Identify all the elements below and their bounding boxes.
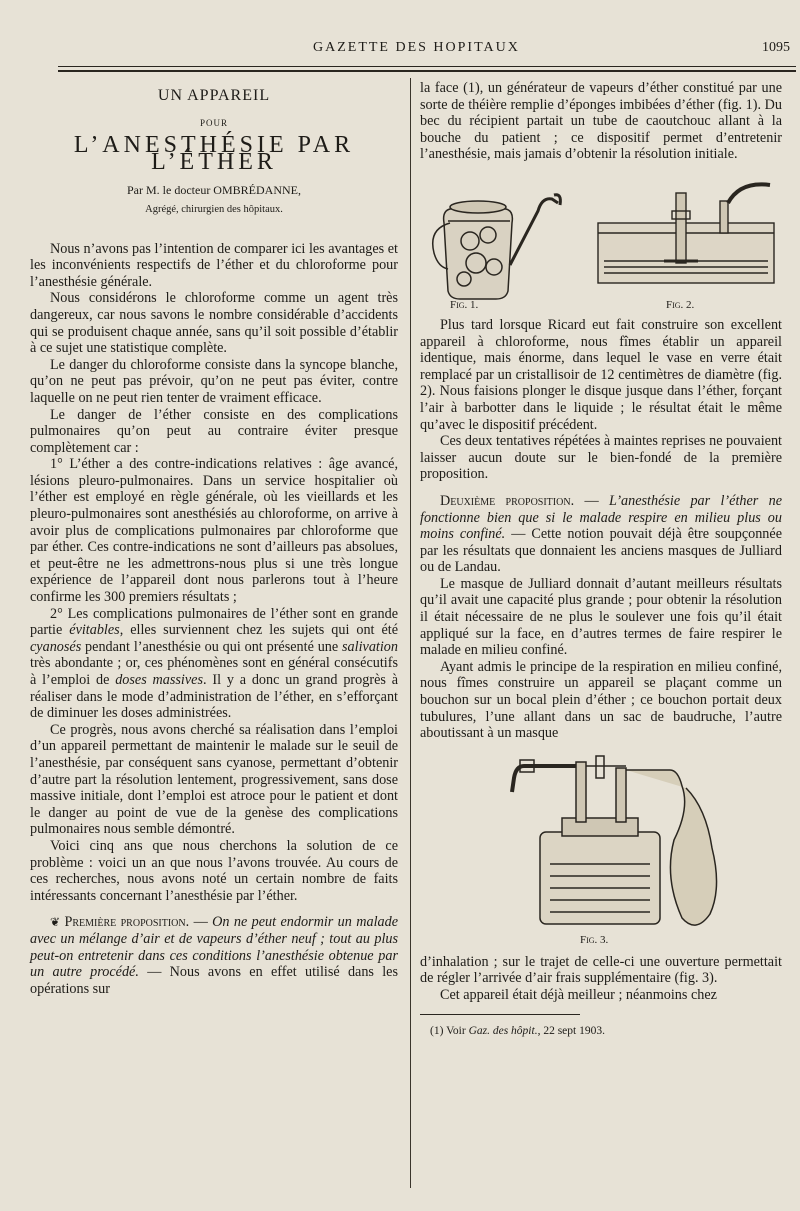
paragraph: Le danger de l’éther consiste en des complications pulmonaires qu’on peut au contraire éviter presque complètement car : [30, 406, 398, 456]
left-column [30, 80, 398, 997]
paragraph: Voici cinq ans que nous cherchons la solution de ce problème : voici un an que nous l’avons trouvée. Au cours de ces recherches, nous avons noté un certain nombre de faits intéressants concernant l’anesthésie par l’éther. [30, 837, 398, 904]
article-title-main: L’ANESTHÉSIE PAR L’ÉTHER [73, 132, 355, 175]
column-divider [410, 78, 411, 1188]
paragraph: Ce progrès, nous avons cherché sa réalisation dans l’emploi d’un appareil permettant de maintenir le malade sur le seuil de l’anesthésie, par conséquent sans cyanose, permettant d’obtenir d’autre part la résolution lentement, progressivement, sans dose massive initiale, dont l’emploi est atroce pour le patient et dont le danger au point de vue de la genèse des complications pulmonaires nous semble démontré. [30, 721, 398, 838]
article-title-line1: UN APPAREIL [157, 87, 271, 104]
fig2-crystallizer-drawing [598, 184, 774, 283]
paragraph: la face (1), un générateur de vapeurs d’éther constitué par une sorte de théière remplie d’éponges imbibées d’éther (fig. 1). Du bec du récipient partait un tube de caoutchouc allant à la bouche du patient ; ce dispositif permet d’entretenir l’anesthésie, mais jamais d’obtenir la résolution initiale. [420, 80, 782, 163]
paragraph [30, 606, 398, 722]
text-run: , elles surviennent chez les sujets qui ont été [119, 622, 398, 639]
paragraph: Nous n’avons pas l’intention de comparer ici les avantages et les inconvénients respectifs de l’éther et du chloroforme pour l’anesthésie générale. [30, 240, 398, 290]
footnote [420, 1023, 782, 1040]
figure-3 [420, 748, 782, 948]
paragraph: Ces deux tentatives répétées à maintes reprises ne pouvaient laisser aucun doute sur le bien-fondé de la première proposition. [420, 433, 782, 483]
proposition-label: Deuxième proposition. [440, 492, 575, 509]
journal-title: GAZETTE DES HOPITAUX [313, 40, 520, 55]
text-run: , 22 sept 1903. [537, 1024, 605, 1037]
header-rule [58, 66, 796, 67]
article-heading [30, 88, 398, 219]
emphasis: évitables [69, 622, 120, 639]
text-run: très abondante ; or, ces phénomènes sont en général consécutifs à l’emploi de [30, 655, 398, 688]
right-column [420, 80, 782, 1039]
text-run: 2° Les complications pulmonaires de l’éther sont en grande partie [30, 605, 398, 639]
proposition-statement: L’anesthésie par l’éther ne fonctionne bien que si le malade respire en milieu plus ou moins confiné. [420, 492, 783, 543]
emphasis: Gaz. des hôpit. [468, 1024, 538, 1037]
footnote-rule [420, 1014, 580, 1015]
text-run: (1) Voir [430, 1024, 469, 1037]
affiliation: Agrégé, chirurgien des hôpitaux. [145, 203, 283, 215]
paragraph: Nous considérons le chloroforme comme un agent très dangereux, car nous savons le nombre considérable d’accidents qui se produisent chaque année, sans qu’il soit possible d’établir à ce sujet une statistique complète. [30, 290, 398, 357]
paragraph: Cet appareil était déjà meilleur ; néanmoins chez [440, 987, 717, 1003]
running-header [58, 40, 796, 62]
figures-1-2 [420, 171, 782, 313]
figure-caption: Fig. 3. [580, 933, 609, 946]
text-run: — [574, 492, 609, 509]
paragraph: Le danger du chloroforme consiste dans la syncope blanche, qu’on ne peut pas prévoir, qu’on ne peut pas éviter, contre laquelle on ne peut rien tenter de vraiment efficace. [30, 356, 398, 406]
paragraph: Le masque de Julliard donnait d’autant meilleurs résultats qu’il avait une capacité plus grande ; pour obtenir la résolution il était nécessaire de ne plus le soulever une fois qu’il était appliqué sur la face, en d’autres termes de faire respirer le malade en milieu confiné. [420, 575, 782, 659]
header-rule-thick [58, 70, 796, 72]
page-number: 1095 [762, 40, 790, 55]
paragraph: d’inhalation ; sur le trajet de celle-ci une ouverture permettait de régler l’arrivée d’air frais supplémentaire (fig. 3). [420, 953, 782, 987]
text-run: . Il y a donc un grand progrès à réaliser dans le mode d’administration de l’éther, en s’efforçant de diminuer les doses administrées. [30, 672, 398, 722]
emphasis: doses massives [115, 672, 203, 688]
paragraph: Plus tard lorsque Ricard eut fait construire son excellent appareil à chloroforme, nous fîmes établir un appareil identique, mais énorme, dans lequel le vase en verre était remplacé par un cristallisoir de 12 centimètres de diamètre (fig. 2). Nous faisions plonger le disque jusque dans l’éther, forçant l’air à barbotter dans le liquide ; le résultat était le même qu’avec le dispositif précédent. [420, 316, 782, 433]
figure-caption: Fig. 2. [666, 298, 695, 311]
proposition-statement: On ne peut endormir un malade avec un mélange d’air et de vapeurs d’éther neuf ; tout au plus peut-on entretenir dans ces conditions l’anesthésie obtenue par un autre procédé. [30, 914, 399, 981]
text-run: pendant l’anesthésie ou qui ont présenté une [81, 638, 343, 655]
emphasis: salivation [342, 638, 398, 655]
jar-apparatus-illustration [420, 748, 782, 928]
emphasis: cyanosés [30, 638, 82, 655]
paragraph [30, 914, 398, 997]
text-run: — Cette notion pouvait déjà être soupçonnée par les résultats que donnaient les anciens masques de Julliard ou de Landau. [420, 526, 782, 576]
text-run: — Nous avons en effet utilisé dans les opérations sur [30, 964, 398, 997]
paragraph: Ayant admis le principe de la respiration en milieu confiné, nous fîmes construire un appareil se plaçant comme un bouchon sur un bocal plein d’éther ; ce bouchon portait deux tubulures, l’une allant dans un sac de baudruche, l’autre aboutissant à un masque [420, 658, 782, 742]
figure-caption: Fig. 1. [450, 298, 479, 311]
article-title-line2: POUR [199, 117, 228, 128]
fleuron-ornament: ❦ [50, 915, 61, 930]
teapot-and-crystallizer-illustration [420, 171, 782, 301]
paragraph [420, 493, 782, 576]
paragraph: 1° L’éther a des contre-indications relatives : âge avancé, lésions pleuro-pulmonaires. Dans un service hospitalier où l’éther est employé en règle générale, où les vieillards et les pleuro-pulmonaires sont anesthésiés au chloroforme, on arrive à avoir plus de complications pulmonaires par chloroforme que par éther. Ces contre-indications ne sont d’ailleurs pas absolues, et peut-être ne les admettrons-nous plus si une très longue expérience de l’appareil dont nous parlerons tout à l’heure confirme les 300 premiers résultats ; [30, 456, 398, 606]
byline: Par M. le docteur OMBRÉDANNE, [127, 183, 301, 198]
proposition-label: Première proposition. [64, 914, 190, 931]
text-run: — [189, 914, 213, 931]
fig1-teapot-drawing [433, 195, 561, 299]
